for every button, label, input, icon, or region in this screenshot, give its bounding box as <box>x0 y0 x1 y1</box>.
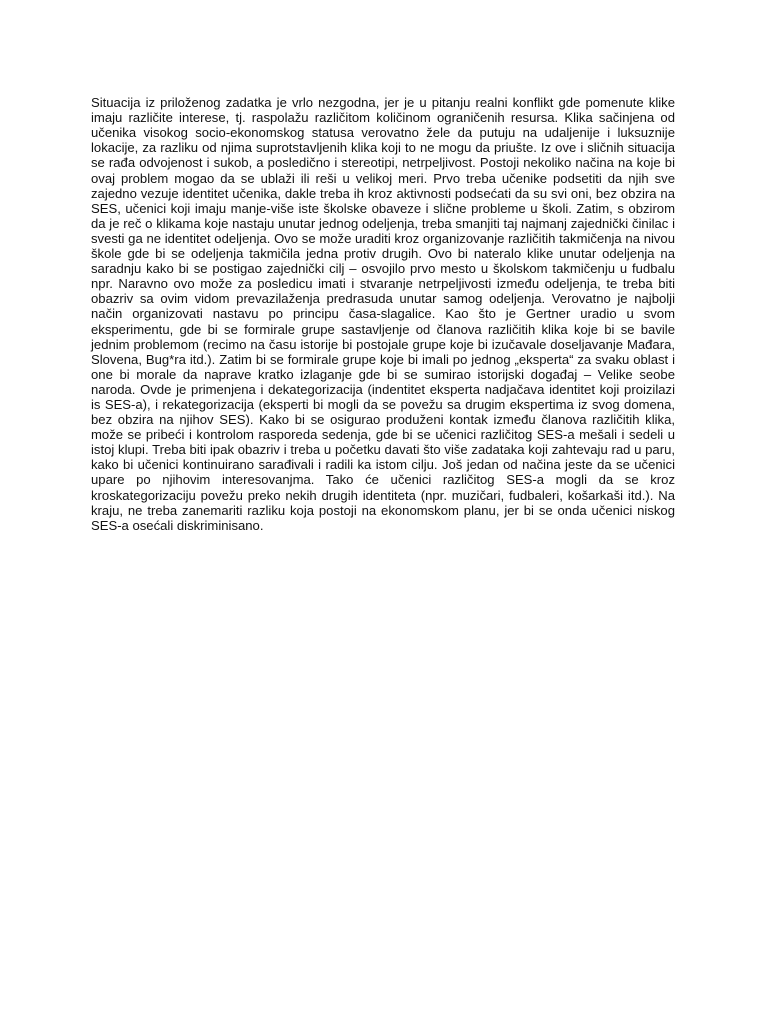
body-paragraph: Situacija iz priloženog zadatka je vrlo nezgodna, jer je u pitanju realni konflikt gde pomenute klike imaju različite interese, tj. raspolažu različitom količinom ograničenih resursa. Klika sačinjena od učenika visokog socio-ekonomskog statusa verovatno žele da putuju na udaljenije i luksuznije lokacije, za razliku od njima suprotstavljenih klika koji to ne mogu da priušte. Iz ove i sličnih situacija se rađa odvojenost i sukob, a posledično i stereotipi, netrpeljivost. Postoji nekoliko načina na koje bi ovaj problem mogao da se ublaži ili reši u velikoj meri. Prvo treba učenike podsetiti da njih sve zajedno vezuje identitet učenika, dakle treba ih kroz aktivnosti podsećati da su svi oni, bez obzira na SES, učenici koji imaju manje-više iste školske obaveze i slične probleme u školi. Zatim, s obzirom da je reč o klikama koje nastaju unutar jednog odeljenja, treba smanjiti taj najmanj zajednički činilac i svesti ga ne identitet odeljenja. Ovo se može uraditi kroz organizovanje različitih takmičenja na nivou škole gde bi se odeljenja takmičila jedna protiv drugih. Ovo bi nateralo klike unutar odeljenja na saradnju kako bi se postigao zajednički cilj – osvojilo prvo mesto u školskom takmičenju u fudbalu npr. Naravno ovo može za posledicu imati i stvaranje netrpeljivosti između odeljenja, te treba biti obazriv sa ovim vidom prevazilaženja predrasuda unutar samog odeljenja. Verovatno je najbolji način organizovati nastavu po principu časa-slagalice. Kao što je Gertner uradio u svom eksperimentu, gde bi se formirale grupe sastavljenje od članova različitih klika koje bi se bavile jednim problemom (recimo na času istorije bi postojale grupe koje bi izučavale doseljavanje Mađara, Slovena, Bug*ra itd.). Zatim bi se formirale grupe koje bi imali po jednog „eksperta“ za svaku oblast i one bi morale da naprave kratko izlaganje gde bi se sumirao istorijski događaj – Velike seobe naroda. Ovde je primenjena i dekategorizacija (indentitet eksperta nadjačava identitet koji proizilazi is SES-a), i rekategorizacija (eksperti bi mogli da se povežu sa drugim ekspertima iz svog domena, bez obzira na njihov SES). Kako bi se osigurao produženi kontak između članova različitih klika, može se pribeći i kontrolom rasporeda sedenja, gde bi se učenici različitog SES-a mešali i sedeli u istoj klupi. Treba biti ipak obazriv i treba u početku davati što više zadataka koji zahtevaju rad u paru, kako bi učenici kontinuirano sarađivali i radili ka istom cilju. Još jedan od načina jeste da se učenici upare po njihovim interesovanjma. Tako će učenici različitog SES-a mogli da se kroz kroskategorizaciju povežu preko nekih drugih identiteta (npr. muzičari, fudbaleri, košarkaši itd.). Na kraju, ne treba zanemariti razliku koja postoji na ekonomskom planu, jer bi se onda učenici niskog SES-a osećali diskriminisano. <box>91 95 675 533</box>
